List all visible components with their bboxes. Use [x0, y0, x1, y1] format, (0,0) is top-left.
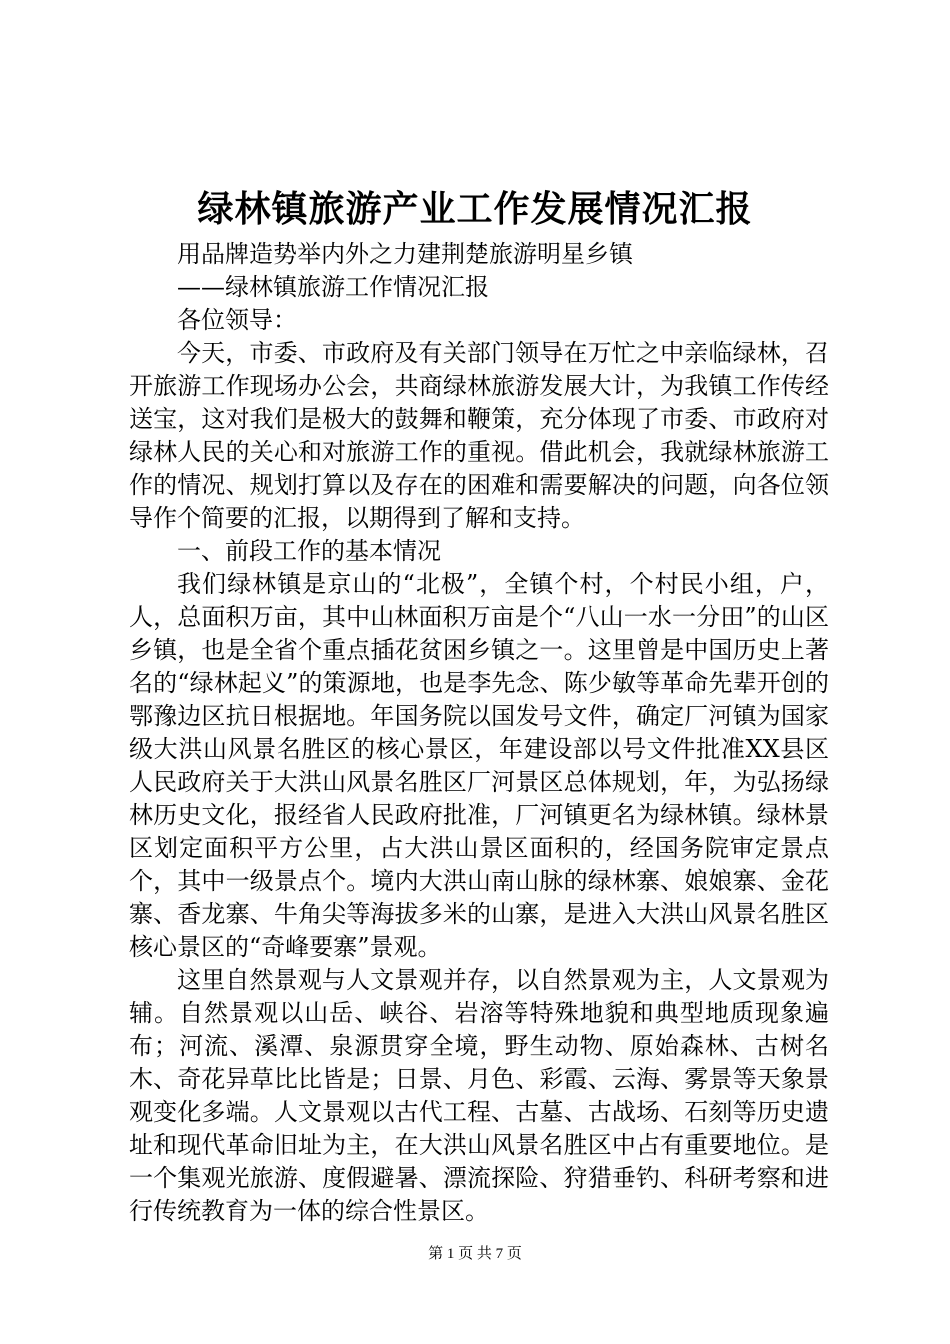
subtitle-line-2: ——绿林镇旅游工作情况汇报 — [177, 273, 489, 301]
paragraph-overview: 我们绿林镇是京山的“北极”，全镇个村，个村民小组，户，人，总面积万亩，其中山林面积万亩是个“八山一水一分田”的山区乡镇，也是全省个重点插花贫困乡镇之一。这里曾是中国历史上著名的“绿林起义”的策源地，也是李先念、陈少敏等革命先辈开创的鄂豫边区抗日根据地。年国务院以国发号文件，确定厂河镇为国家级大洪山风景名胜区的核心景区，年建设部以号文件批准XX县区人民政府关于大洪山风景名胜区厂河景区总体规划，年，为弘扬绿林历史文化，报经省人民政府批准，厂河镇更名为绿林镇。绿林景区划定面积平方公里，占大洪山景区面积的，经国务院审定景点个，其中一级景点个。境内大洪山南山脉的绿林寨、娘娘寨、金花寨、香龙寨、牛角尖等海拔多米的山寨，是进入大洪山风景名胜区核心景区的“奇峰要寨”景观。 — [129, 570, 829, 961]
salutation: 各位领导： — [177, 306, 297, 334]
section-heading: 一、前段工作的基本情况 — [177, 537, 441, 565]
paragraph-landscape: 这里自然景观与人文景观并存，以自然景观为主，人文景观为辅。自然景观以山岳、峡谷、岩溶等特殊地貌和典型地质现象遍布；河流、溪潭、泉源贯穿全境，野生动物、原始森林、古树名木、奇花异草比比皆是；日景、月色、彩霞、云海、雾景等天象景观变化多端。人文景观以古代工程、古墓、古战场、石刻等历史遗址和现代革命旧址为主，在大洪山风景名胜区中占有重要地位。是一个集观光旅游、度假避暑、漂流探险、狩猎垂钓、科研考察和进行传统教育为一体的综合性景区。 — [129, 966, 829, 1225]
paragraph-opening: 今天，市委、市政府及有关部门领导在万忙之中亲临绿林，召开旅游工作现场办公会，共商绿林旅游发展大计，为我镇工作传经送宝，这对我们是极大的鼓舞和鞭策，充分体现了市委、市政府对绿林人民的关心和对旅游工作的重视。借此机会，我就绿林旅游工作的情况、规划打算以及存在的困难和需要解决的问题，向各位领导作个简要的汇报，以期得到了解和支持。 — [129, 339, 829, 532]
document-title: 绿林镇旅游产业工作发展情况汇报 — [197, 188, 753, 230]
page-footer: 第 1 页 共 7 页 — [428, 1246, 522, 1262]
subtitle-line-1: 用品牌造势举内外之力建荆楚旅游明星乡镇 — [177, 240, 633, 268]
document-body — [129, 238, 829, 1228]
